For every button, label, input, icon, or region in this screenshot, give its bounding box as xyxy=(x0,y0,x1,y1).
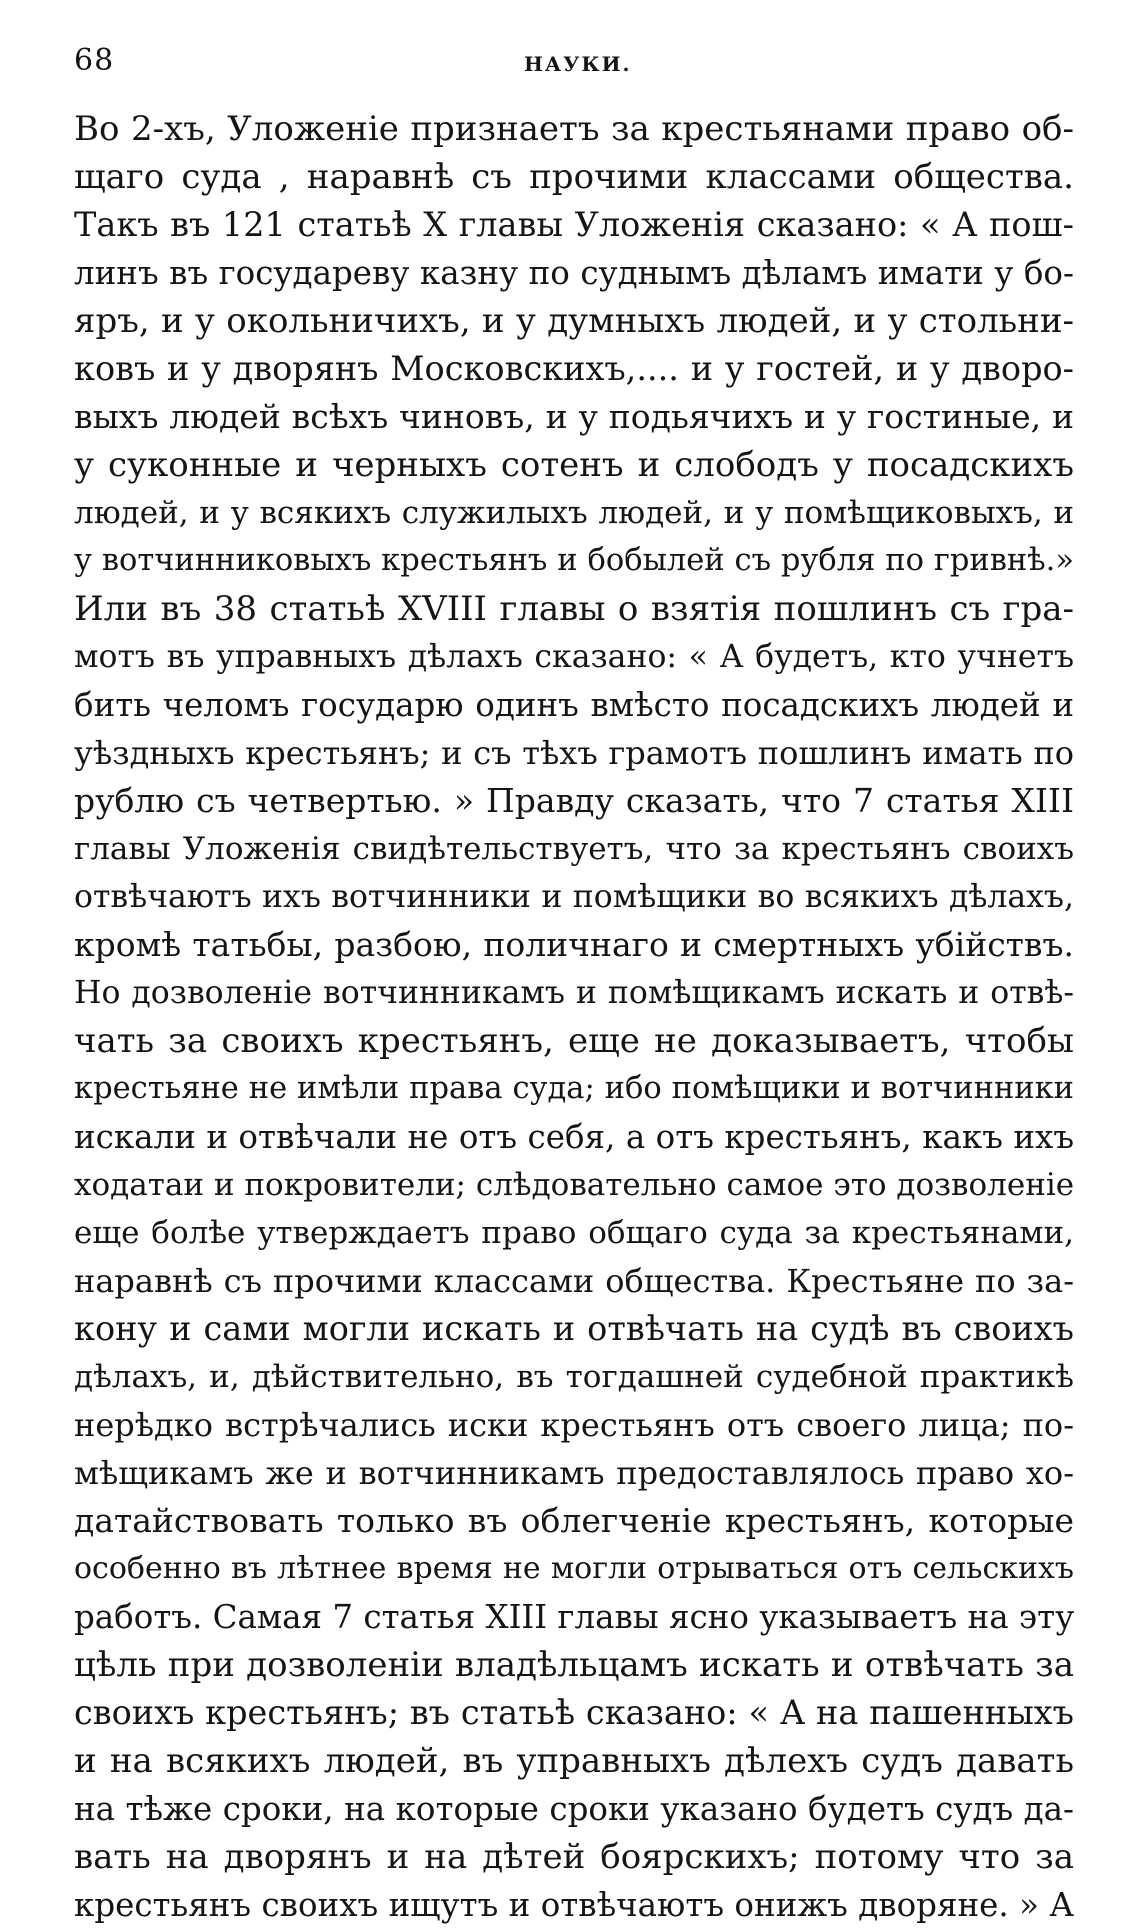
text-line: на тѣже сроки, на которые сроки указано будетъ судъ да- xyxy=(74,1790,1074,1828)
text-line: у суконные и черныхъ сотенъ и слободъ у посадскихъ xyxy=(74,445,1074,485)
text-line: кромѣ татьбы, разбою, поличнаго и смертныхъ убійствъ. xyxy=(74,925,1074,964)
text-line: кону и сами могли искать и отвѣчать на судѣ въ своихъ xyxy=(74,1309,1074,1348)
text-line: мѣщикамъ же и вотчинникамъ предоставлялось право хо- xyxy=(74,1454,1074,1492)
text-line: вать на дворянъ и на дѣтей боярскихъ; потому что за xyxy=(74,1837,1074,1877)
text-line: мотъ въ управныхъ дѣлахъ сказано: « А будетъ, кто учнетъ xyxy=(74,639,1074,675)
text-line: отвѣчаютъ ихъ вотчинники и помѣщики во всякихъ дѣлахъ, xyxy=(74,879,1074,915)
text-line: своихъ крестьянъ; въ статьѣ сказано: « А на пашенныхъ xyxy=(74,1693,1074,1732)
text-line: линъ въ государеву казну по суднымъ дѣламъ имати у бо- xyxy=(74,254,1074,292)
text-line: рублю съ четвертью. » Правду сказать, что 7 статья XIII xyxy=(74,781,1074,820)
text-line: работъ. Самая 7 статья XIII главы ясно указываетъ на эту xyxy=(74,1598,1075,1636)
page-header xyxy=(74,42,1074,92)
text-line: ходатаи и покровители; слѣдовательно самое это дозволеніе xyxy=(74,1167,1075,1203)
text-line: дѣлахъ, и, дѣйствительно, въ тогдашней судебной практикѣ xyxy=(74,1359,1074,1395)
text-line: крестьяне не имѣли права суда; ибо помѣщики и вотчинники xyxy=(74,1071,1074,1106)
text-line: цѣль при дозволеніи владѣльцамъ искать и отвѣчать за xyxy=(74,1645,1074,1685)
text-line: уѣздныхъ крестьянъ; и съ тѣхъ грамотъ пошлинъ имать по xyxy=(74,734,1074,772)
body-text xyxy=(74,105,1074,1929)
text-line: наравнѣ съ прочими классами общества. Крестьяне по за- xyxy=(74,1262,1074,1300)
text-line: щаго суда , наравнѣ съ прочими классами общества. xyxy=(74,157,1074,197)
text-line: искали и отвѣчали не отъ себя, а отъ крестьянъ, какъ ихъ xyxy=(74,1118,1074,1156)
text-line: Такъ въ 121 статьѣ X главы Уложенія сказано: « А пош- xyxy=(74,205,1074,244)
text-line: бить челомъ государю одинъ вмѣсто посадскихъ людей и xyxy=(74,686,1074,724)
text-line: ковъ и у дворянъ Московскихъ,.... и у гостей, и у дворо- xyxy=(74,349,1074,388)
text-line: у вотчинниковыхъ крестьянъ и бобылей съ рубля по гривнѣ.» xyxy=(74,543,1074,578)
text-line: яръ, и у окольничихъ, и у думныхъ людей, и у стольни- xyxy=(74,301,1074,341)
text-line: нерѣдко встрѣчались иски крестьянъ отъ своего лица; по- xyxy=(74,1406,1074,1444)
text-line: особенно въ лѣтнее время не могли отрываться отъ сельскихъ xyxy=(74,1551,1074,1586)
text-line: и на всякихъ людей, въ управныхъ дѣлехъ судъ давать xyxy=(74,1741,1074,1781)
text-line: людей, и у всякихъ служилыхъ людей, и у помѣщиковыхъ, и xyxy=(74,495,1074,531)
running-head: НАУКИ. xyxy=(524,52,632,76)
text-line: Но дозволеніе вотчинникамъ и помѣщикамъ искать и отвѣ- xyxy=(74,975,1074,1011)
text-line: главы Уложенія свидѣтельствуетъ, что за крестьянъ своихъ xyxy=(74,831,1074,867)
text-line: еще болѣе утверждаетъ право общаго суда за крестьянами, xyxy=(74,1215,1074,1251)
text-line: Во 2-хъ, Уложеніе признаетъ за крестьянами право об- xyxy=(74,109,1074,149)
text-line: Или въ 38 статьѣ XVIII главы о взятія пошлинъ съ гра- xyxy=(74,589,1074,629)
page-number: 68 xyxy=(74,43,115,78)
text-line: крестьянъ своихъ ищутъ и отвѣчаютъ онижъ дворяне. » А xyxy=(74,1886,1074,1924)
text-line: чать за своихъ крестьянъ, еще не доказываетъ, чтобы xyxy=(74,1021,1074,1061)
text-line: выхъ людей всѣхъ чиновъ, и у подьячихъ и у гостиные, и xyxy=(74,397,1074,436)
text-line: датайствовать только въ облегченіе крестьянъ, которые xyxy=(74,1501,1074,1540)
